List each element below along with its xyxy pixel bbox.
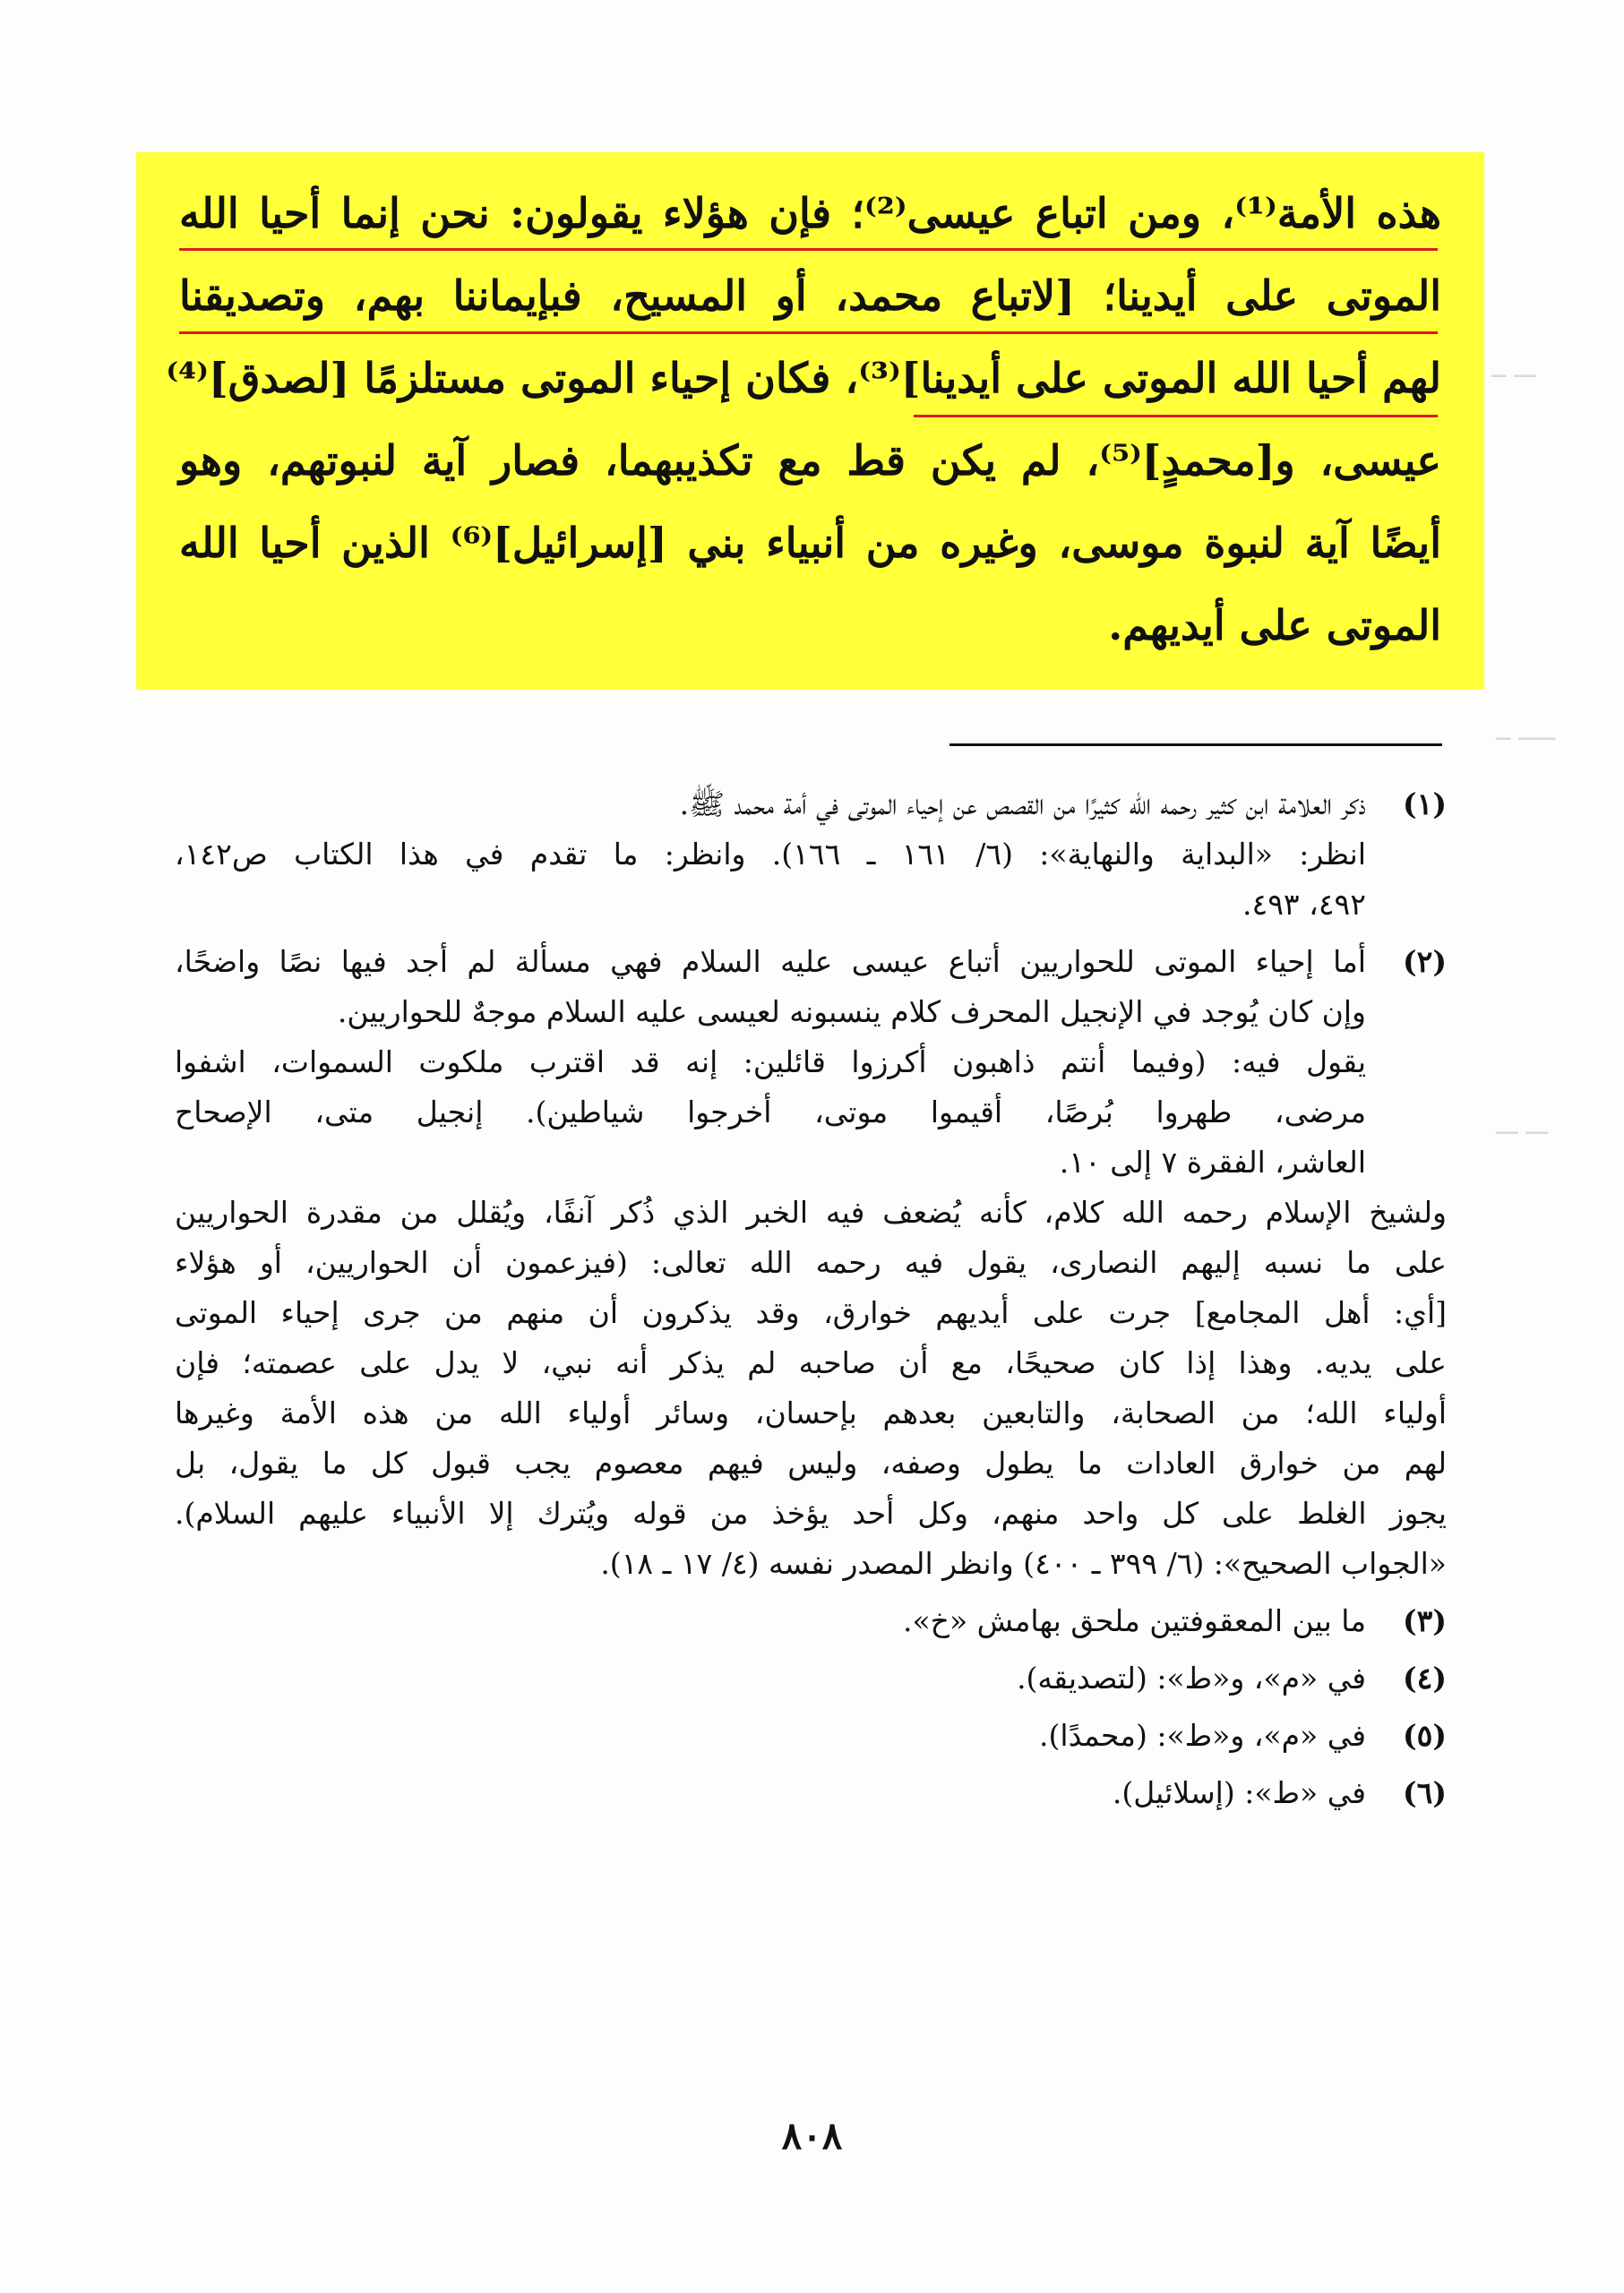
highlighted-main-text xyxy=(136,152,1484,690)
footnote-number: (٣) xyxy=(1403,1603,1447,1638)
footnote-line: العاشر، الفقرة ٧ إلى ١٠. xyxy=(1059,1145,1366,1180)
footnote-line: ولشيخ الإسلام رحمه الله كلام، كأنه يُضعف فيه الخبر الذي ذُكر آنفًا، ويُقلل من مقدرة الحواريين xyxy=(175,1195,1447,1230)
page-number: ٨٠٨ xyxy=(781,2114,843,2158)
bleed-through-mark: ـــ ـــ xyxy=(1496,1111,1549,1140)
footnote-6 xyxy=(175,1768,1447,1818)
footnote-number: (١) xyxy=(1403,786,1447,821)
footnote-line: مرضى، طهروا بُرصًا، أقيموا موتى، أخرجوا شياطين). إنجيل متى، الإصحاح xyxy=(175,1095,1366,1129)
footnote-line: انظر: «البداية والنهاية»: (٦/ ١٦١ ـ ١٦٦). وانظر: ما تقدم في هذا الكتاب ص١٤٢، xyxy=(175,837,1367,872)
footnote-line: على يديه. وهذا إذا كان صحيحًا، مع أن صاحبه لم يذكر أنه نبي، لا يدل على عصمته؛ فإن xyxy=(175,1345,1447,1380)
footnote-1 xyxy=(175,779,1447,930)
main-text-line: أيضًا آية لنبوة موسى، وغيره من أنبياء بني [إسرائيل]⁽⁶⁾ الذين أحيا الله xyxy=(179,519,1441,567)
footnote-4 xyxy=(175,1653,1447,1704)
footnote-line: في «ط»: (إسلائيل). xyxy=(1112,1775,1366,1810)
bleed-through-mark: ـــ ــ xyxy=(1491,354,1536,383)
footnote-line: [أي: أهل المجامع] جرت على أيديهم خوارق، وقد يذكرون أن منهم من جرى إحياء الموتى xyxy=(175,1295,1447,1330)
main-text-line: الموتى على أيديهم. xyxy=(1108,601,1441,649)
footnote-line: في «م»، و«ط»: (محمدًا). xyxy=(1039,1718,1366,1753)
footnote-line: على ما نسبه إليهم النصارى، يقول فيه رحمه الله تعالى: (فيزعمون أن الحواريين، أو هؤلاء xyxy=(175,1245,1447,1280)
footnote-2 xyxy=(175,937,1447,1589)
footnote-line: يقول فيه: (وفيما أنتم ذاهبون أكرزوا قائلين: إنه قد اقترب ملكوت السموات، اشفوا xyxy=(175,1044,1366,1079)
main-text-line: عيسى، و[محمدٍ]⁽⁵⁾، لم يكن قط مع تكذيبهما، فصار آية لنبوتهم، وهو xyxy=(179,436,1441,485)
footnote-line: أولياء الله؛ من الصحابة، والتابعين بعدهم بإحسان، وسائر أولياء الله من هذه الأمة وغيرها xyxy=(175,1396,1447,1430)
footnote-separator xyxy=(949,743,1442,746)
footnote-number: (٥) xyxy=(1403,1718,1447,1753)
footnote-number: (٤) xyxy=(1403,1661,1447,1696)
red-underline xyxy=(914,415,1438,417)
footnote-line: في «م»، و«ط»: (لتصديقه). xyxy=(1017,1661,1366,1696)
footnote-3 xyxy=(175,1596,1447,1646)
red-underline xyxy=(179,331,1438,334)
footnote-number: (٢) xyxy=(1403,944,1447,979)
main-text-line: الموتى على أيدينا؛ [لاتباع محمد، أو المسيح، فبإيماننا بهم، وتصديقنا xyxy=(179,271,1441,320)
main-text-line: هذه الأمة⁽¹⁾، ومن اتباع عيسى⁽²⁾؛ فإن هؤلاء يقولون: نحن إنما أحيا الله xyxy=(179,189,1441,237)
footnote-line: ذكر العلامة ابن كثير رحمه الله كثيرًا من القصص عن إحياء الموتى في أمة محمد ﷺ. xyxy=(679,786,1366,821)
footnote-number: (٦) xyxy=(1403,1775,1447,1810)
main-text-line: لهم أحيا الله الموتى على أيدينا]⁽³⁾، فكان إحياء الموتى مستلزمًا [لصدق]⁽⁴⁾ xyxy=(166,354,1441,402)
footnote-line: وإن كان يُوجد في الإنجيل المحرف كلام ينسبونه لعيسى عليه السلام موجهٌ للحواريين. xyxy=(337,994,1366,1029)
footnotes xyxy=(175,779,1447,1825)
footnote-line: أما إحياء الموتى للحواريين أتباع عيسى عليه السلام فهي مسألة لم أجد فيها نصًا واضحًا، xyxy=(175,944,1366,979)
footnote-line: ما بين المعقوفتين ملحق بهامش «خ». xyxy=(902,1603,1366,1638)
footnote-line: يجوز الغلط على كل واحد منهم، وكل أحد يؤخذ من قوله ويُترك إلا الأنبياء عليهم السلام). xyxy=(175,1496,1447,1531)
footnote-line: ٤٩٢، ٤٩٣. xyxy=(1242,887,1366,922)
red-underline xyxy=(179,248,1438,251)
footnote-line: لهم من خوارق العادات ما يطول وصفه، وليس فيهم معصوم يجب قبول كل ما يقول، بل xyxy=(175,1446,1447,1481)
footnote-5 xyxy=(175,1711,1447,1761)
footnote-line: «الجواب الصحيح»: (٦/ ٣٩٩ ـ ٤٠٠) وانظر المصدر نفسه (٤/ ١٧ ـ ١٨). xyxy=(600,1546,1447,1581)
bleed-through-mark: ـــــ ــ xyxy=(1496,717,1556,746)
